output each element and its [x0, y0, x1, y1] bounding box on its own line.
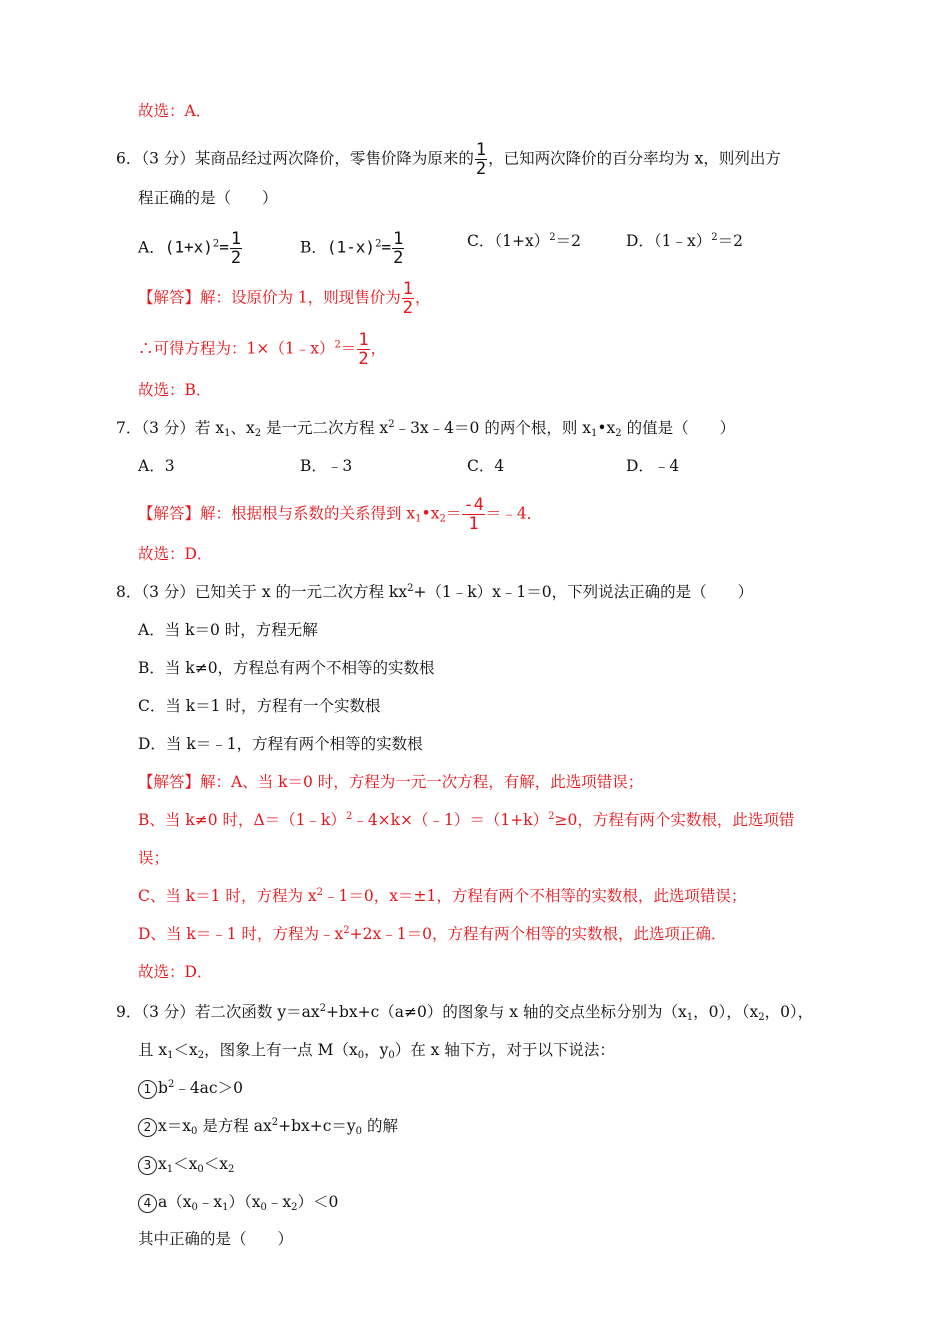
q9-l2-sub0b: 0 [388, 1050, 395, 1061]
q7-sol-c: ＝ [445, 504, 462, 523]
q9-item-2 [138, 1115, 398, 1137]
q9-item2-d: 的解 [362, 1117, 398, 1135]
q9-item3-a: x [158, 1155, 167, 1173]
q9-l2-b: ＜x [173, 1041, 198, 1059]
q7-stem-b: 、x [230, 419, 255, 437]
q6-solution-line1 [138, 280, 431, 317]
q6-opt-a-exp: 2 [212, 238, 220, 250]
q8-sol-d2: +2x﹣1＝0，方程有两个相等的实数根，此选项正确． [349, 925, 727, 943]
q6-opt-b-exp: 2 [375, 238, 382, 250]
q6-sol-2-num: 1 [358, 330, 369, 350]
q9-item2-exp: 2 [271, 1117, 279, 1128]
q9-item-3 [138, 1153, 234, 1175]
q9-item4-sub2: 2 [291, 1202, 298, 1213]
q9-item4-a: a（x [158, 1193, 192, 1211]
q7-sub1: 1 [224, 428, 231, 439]
q9-l2-a: 且 x [138, 1041, 168, 1059]
q7-sol-den: 1 [468, 514, 479, 534]
q9-l2-d: ，y [364, 1041, 389, 1059]
q7-stem [116, 417, 735, 439]
q8-sol-d1: D、当 k＝﹣1 时，方程为﹣x [138, 925, 344, 943]
q9-item2-a: x＝x [158, 1117, 191, 1135]
q7-stem-c: 是一元二次方程 x [261, 419, 389, 437]
q8-stem-b: +（1﹣k）x﹣1＝0，下列说法正确的是（ ） [413, 583, 754, 601]
q6-sol-2: ∴可得方程为：1×（1﹣x） [138, 339, 335, 358]
q6-sol-1-end: ， [415, 288, 431, 307]
q8-solution-b-cont: 误； [138, 849, 170, 867]
circled-number-3: 3 [138, 1156, 157, 1175]
q7-option-d: D．﹣4 [626, 457, 680, 475]
q9-item-4 [138, 1191, 338, 1213]
q7-sub2b: 2 [615, 428, 622, 439]
q7-stem-e: •x [597, 419, 616, 437]
q9-item4-sub0: 0 [191, 1202, 198, 1213]
q6-opt-d-exp: 2 [711, 232, 718, 243]
q8-sol-b2: ﹣4×k×（﹣1）＝（1+k） [352, 811, 549, 829]
q9-stem-line2 [138, 1039, 615, 1061]
q6-option-b [300, 230, 405, 267]
q9-item4-sub0b: 0 [260, 1202, 267, 1213]
q6-opt-a-num: 1 [230, 229, 242, 249]
q9-stem-sub2: 2 [758, 1012, 765, 1023]
q6-opt-a-den: 2 [230, 248, 242, 268]
q9-closing: 其中正确的是（ ） [138, 1230, 294, 1248]
q6-sol-2-frac [357, 331, 369, 368]
q9-item3-b: ＜x [173, 1155, 198, 1173]
q9-item1-a: b [158, 1079, 168, 1097]
q8-stem [116, 581, 753, 603]
q9-l2-c: ，图象上有一点 M（x [204, 1041, 358, 1059]
q9-l2-sub2: 2 [197, 1050, 205, 1061]
q6-opt-c-text: C．（1+x） [467, 232, 550, 250]
q9-l2-sub1: 1 [167, 1050, 174, 1061]
q9-item-1 [138, 1077, 243, 1099]
q7-sub2: 2 [254, 428, 262, 439]
q6-option-a [138, 230, 243, 267]
q6-stem-line2: 程正确的是（ ） [138, 189, 278, 207]
circled-number-4: 4 [138, 1194, 157, 1213]
q6-opt-b-num: 1 [393, 229, 404, 249]
circled-number-2: 2 [138, 1118, 157, 1137]
q9-item3-sub1: 1 [166, 1164, 174, 1175]
q6-opt-d-rest: ＝2 [717, 232, 744, 250]
q9-l2-sub0: 0 [357, 1050, 365, 1061]
q6-stem-part1: 6．（3 分）某商品经过两次降价，零售价降为原来的 [116, 149, 474, 168]
q6-sol-2-end: ， [370, 339, 387, 358]
q9-item3-sub2: 2 [228, 1164, 235, 1175]
q9-stem-exp: 2 [319, 1003, 326, 1014]
q9-item3-sub0: 0 [197, 1164, 204, 1175]
q6-sol-1-den: 2 [402, 298, 414, 318]
q7-option-a: A．3 [138, 457, 175, 475]
q9-stem-b: +bx+c（a≠0）的图象与 x 轴的交点坐标分别为（x [325, 1003, 687, 1021]
q6-solution-line2 [138, 331, 386, 368]
q6-sol-2-exp: 2 [334, 339, 341, 351]
q6-opt-a-expr: (1+x) [164, 237, 213, 257]
q6-stem-line1 [116, 141, 781, 178]
q8-sol-d-exp: 2 [343, 925, 350, 936]
q6-opt-b-expr: (1-x) [326, 237, 376, 257]
q6-sol-1: 【解答】解：设原价为 1，则现售价为 [138, 288, 401, 307]
q8-sol-b1: B、当 k≠0 时，Δ＝（1﹣k） [138, 811, 346, 829]
q6-opt-a-label: A． [138, 238, 165, 257]
q8-option-d: D．当 k＝﹣1，方程有两个相等的实数根 [138, 735, 423, 753]
q9-item2-c: +bx+c＝y [278, 1117, 356, 1135]
q9-stem-sub1: 1 [686, 1012, 694, 1023]
q6-answer: 故选：B． [138, 381, 212, 399]
circled-number-1: 1 [138, 1080, 157, 1099]
q9-item2-b: 是方程 ax [197, 1117, 272, 1135]
q8-answer: 故选：D． [138, 963, 213, 981]
q6-option-c [467, 230, 581, 252]
q9-item4-e: ）＜0 [297, 1193, 339, 1211]
q7-sol-frac [462, 496, 484, 533]
q8-sol-c2: ﹣1＝0，x＝±1，方程有两个不相等的实数根，此选项错误； [323, 887, 747, 905]
q9-item4-c: ）（x [228, 1193, 261, 1211]
q6-sol-1-num: 1 [402, 279, 414, 299]
q8-solution-d [138, 923, 726, 945]
q6-opt-d-text: D．（1﹣x） [626, 232, 712, 250]
q9-item4-b: ﹣x [197, 1193, 223, 1211]
q8-option-b: B．当 k≠0，方程总有两个不相等的实数根 [138, 659, 435, 677]
q7-answer: 故选：D． [138, 545, 213, 563]
q8-sol-c-exp: 2 [316, 887, 324, 898]
q7-stem-f: 的值是（ ） [621, 419, 736, 437]
q6-opt-b-den: 2 [393, 248, 404, 268]
q6-opt-b-frac [392, 230, 404, 267]
q6-opt-a-eq: = [219, 237, 229, 257]
q6-opt-b-label: B． [300, 238, 327, 257]
q7-sol-b: •x [421, 504, 440, 523]
q7-option-c: C．4 [467, 457, 505, 475]
q9-item1-b: ﹣4ac＞0 [174, 1079, 243, 1097]
q7-sol-d: ＝﹣4． [485, 504, 543, 523]
q7-sol-sub1: 1 [415, 513, 422, 525]
q9-item4-sub1: 1 [222, 1202, 229, 1213]
q9-stem-c: ，0），（x [693, 1003, 759, 1021]
q6-opt-c-rest: ＝2 [555, 232, 581, 250]
q9-item1-exp: 2 [167, 1079, 175, 1090]
q6-opt-a-frac [230, 230, 242, 267]
q6-opt-c-exp: 2 [549, 232, 556, 243]
q9-stem-a: 9．（3 分）若二次函数 y＝ax [116, 1003, 320, 1021]
q9-stem-line1 [116, 1001, 813, 1023]
q6-opt-b-eq: = [381, 237, 392, 257]
q9-l2-e: ）在 x 轴下方，对于以下说法： [394, 1041, 615, 1059]
q9-item2-sub2: 0 [355, 1126, 363, 1137]
q8-sol-b-exp1: 2 [345, 811, 353, 822]
q6-sol-2-eq: ＝ [340, 339, 357, 358]
q9-item3-c: ＜x [203, 1155, 228, 1173]
q7-option-b: B．﹣3 [300, 457, 353, 475]
q9-item2-sub: 0 [190, 1126, 198, 1137]
q6-sol-1-frac [402, 280, 414, 317]
q8-solution-c [138, 885, 746, 907]
q6-frac-num: 1 [475, 140, 487, 160]
q8-solution-a: 【解答】解：A、当 k＝0 时，方程为一元一次方程，有解，此选项错误； [138, 773, 644, 791]
q6-frac-den: 2 [475, 159, 487, 179]
q7-sol-a: 【解答】解：根据根与系数的关系得到 x [138, 504, 416, 523]
q8-sol-c1: C、当 k＝1 时，方程为 x [138, 887, 317, 905]
q5-answer: 故选：A． [138, 102, 212, 120]
q7-stem-d: ﹣3x﹣4＝0 的两个根，则 x [394, 419, 591, 437]
q7-sub1b: 1 [591, 428, 598, 439]
q8-stem-exp: 2 [407, 583, 414, 594]
q8-option-c: C．当 k＝1 时，方程有一个实数根 [138, 697, 381, 715]
q7-sol-sub2: 2 [439, 513, 446, 525]
q9-item4-d: ﹣x [266, 1193, 292, 1211]
q6-sol-2-den: 2 [358, 349, 369, 369]
q6-stem-part2: ，已知两次降价的百分率均为 x，则列出方 [488, 149, 781, 168]
q7-solution [138, 496, 542, 533]
q7-stem-a: 7．（3 分）若 x [116, 419, 225, 437]
q8-option-a: A．当 k＝0 时，方程无解 [138, 621, 318, 639]
q8-stem-a: 8．（3 分）已知关于 x 的一元二次方程 kx [116, 583, 408, 601]
q7-exp: 2 [388, 419, 395, 430]
q6-option-d [626, 230, 743, 252]
q9-stem-d: ，0）， [764, 1003, 814, 1021]
q6-stem-fraction [475, 141, 487, 178]
q8-solution-b [138, 809, 794, 831]
q7-sol-num: -4 [463, 495, 484, 515]
q8-sol-b-exp2: 2 [548, 811, 555, 822]
q8-sol-b3: ≥0，方程有两个实数根，此选项错 [554, 811, 795, 829]
